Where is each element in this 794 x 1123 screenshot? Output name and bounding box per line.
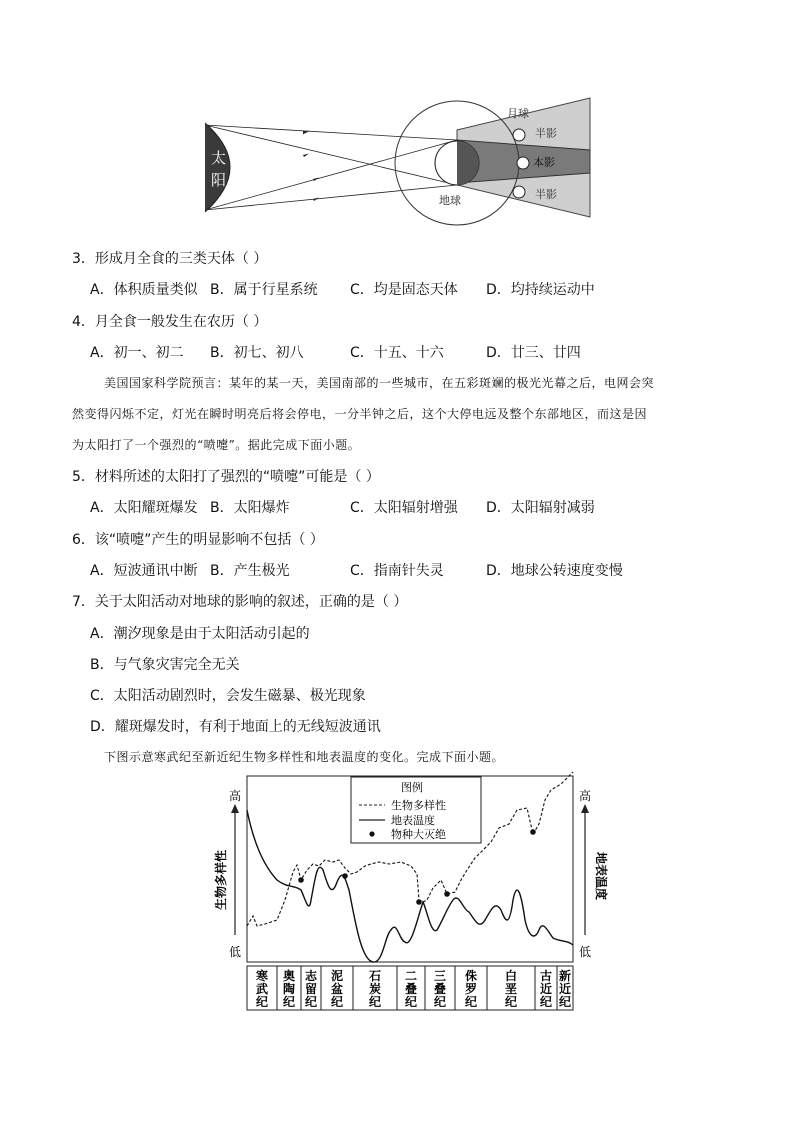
- light-ray: [205, 125, 457, 140]
- left-axis-high: 高: [229, 789, 242, 803]
- question-5-option-c[interactable]: C．太阳辐射增强: [350, 500, 458, 516]
- question-7-option-a[interactable]: A．潮汐现象是由于太阳活动引起的: [90, 626, 310, 642]
- penumbra-top-label: 半影: [535, 127, 557, 140]
- light-ray: [205, 140, 457, 210]
- material-line-2: 然变得闪烁不定，灯光在瞬时明亮后将会停电，一分半钟之后，这个大停电远及整个东部地区，而这是因: [72, 407, 648, 421]
- question-6-option-a[interactable]: A．短波通讯中断: [90, 563, 198, 579]
- left-axis-low: 低: [229, 945, 242, 959]
- question-3-option-d[interactable]: D．均持续运动中: [486, 282, 595, 298]
- question-4-option-b[interactable]: B．初七、初八: [210, 345, 304, 361]
- sun-label: 太: [211, 149, 227, 167]
- extinction-dot: [530, 829, 536, 835]
- period-label: 奥陶纪: [282, 969, 296, 1009]
- question-3-option-a[interactable]: A．体积质量类似: [90, 282, 198, 298]
- question-4-stem: 4．月全食一般发生在农历（ ）: [72, 314, 268, 330]
- question-3-option-c[interactable]: C．均是固态天体: [350, 282, 458, 298]
- moon-middle: [517, 157, 529, 169]
- question-6-stem: 6．该“喷嚏”产生的明显影响不包括（ ）: [72, 532, 324, 548]
- moon-top: [513, 129, 525, 141]
- period-label: 志留纪: [304, 969, 318, 1009]
- question-4-option-c[interactable]: C．十五、十六: [350, 345, 444, 361]
- light-ray: [205, 125, 457, 185]
- period-label: 泥盆纪: [330, 969, 344, 1009]
- svg-text:阳: 阳: [211, 171, 227, 189]
- moon-bottom: [513, 186, 525, 198]
- right-axis-low: 低: [579, 945, 592, 959]
- question-7-option-b[interactable]: B．与气象灾害完全无关: [90, 657, 240, 673]
- question-5-stem: 5．材料所述的太阳打了强烈的“喷嚏”可能是（ ）: [72, 469, 380, 485]
- legend-title: 图例: [401, 781, 423, 794]
- material-line-3: 为太阳打了一个强烈的“喷嚏”。据此完成下面小题。: [72, 438, 361, 452]
- moon-label: 月球: [507, 107, 529, 120]
- light-ray: [205, 185, 457, 210]
- question-4-option-a[interactable]: A．初一、初二: [90, 345, 184, 361]
- extinction-dot: [342, 873, 348, 879]
- period-label: 二叠纪: [404, 969, 418, 1009]
- period-label: 白垩纪: [504, 969, 518, 1009]
- extinction-dot: [416, 899, 422, 905]
- umbra-label: 本影: [533, 156, 555, 169]
- period-label: 侏罗纪: [464, 969, 478, 1009]
- question-7-option-d[interactable]: D．耀斑爆发时，有利于地面上的无线短波通讯: [90, 719, 381, 735]
- question-5-option-b[interactable]: B．太阳爆炸: [210, 500, 290, 516]
- penumbra-bottom-label: 半影: [535, 188, 557, 201]
- question-3-option-b[interactable]: B．属于行星系统: [210, 282, 318, 298]
- biodiversity-temperature-chart: [205, 770, 608, 1020]
- legend-dot-label: 物种大灭绝: [391, 828, 446, 841]
- left-axis-label: 生物多样性: [214, 849, 228, 910]
- extinction-dot: [444, 891, 450, 897]
- period-label: 三叠纪: [433, 969, 447, 1009]
- question-7-option-c[interactable]: C．太阳活动剧烈时，会发生磁暴、极光现象: [90, 688, 366, 704]
- earth-label: 地球: [439, 194, 461, 207]
- question-7-stem: 7．关于太阳活动对地球的影响的叙述，正确的是（ ）: [72, 594, 408, 610]
- extinction-dot: [298, 877, 304, 883]
- legend-dashed-label: 生物多样性: [391, 799, 446, 812]
- period-label: 寒武纪: [255, 969, 269, 1009]
- figure-2-intro: 下图示意寒武纪至新近纪生物多样性和地表温度的变化。完成下面小题。: [104, 750, 505, 764]
- question-6-option-b[interactable]: B．产生极光: [210, 563, 290, 579]
- period-label: 古近纪: [539, 969, 553, 1009]
- question-5-option-a[interactable]: A．太阳耀斑爆发: [90, 500, 198, 516]
- question-3-stem: 3．形成月全食的三类天体（ ）: [72, 251, 268, 267]
- question-4-option-d[interactable]: D．廿三、廿四: [486, 345, 581, 361]
- period-label: 石炭纪: [368, 969, 382, 1009]
- material-line-1: 美国国家科学院预言：某年的某一天，美国南部的一些城市，在五彩斑斓的极光光幕之后，电网会突: [104, 376, 655, 390]
- question-6-option-d[interactable]: D．地球公转速度变慢: [486, 563, 623, 579]
- right-axis-label: 地表温度: [594, 852, 608, 901]
- legend-solid-label: 地表温度: [391, 814, 435, 827]
- right-axis-high: 高: [579, 789, 592, 803]
- eclipse-diagram: [195, 95, 605, 240]
- question-5-option-d[interactable]: D．太阳辐射减弱: [486, 500, 595, 516]
- period-label: 新近纪: [558, 969, 572, 1009]
- question-6-option-c[interactable]: C．指南针失灵: [350, 563, 444, 579]
